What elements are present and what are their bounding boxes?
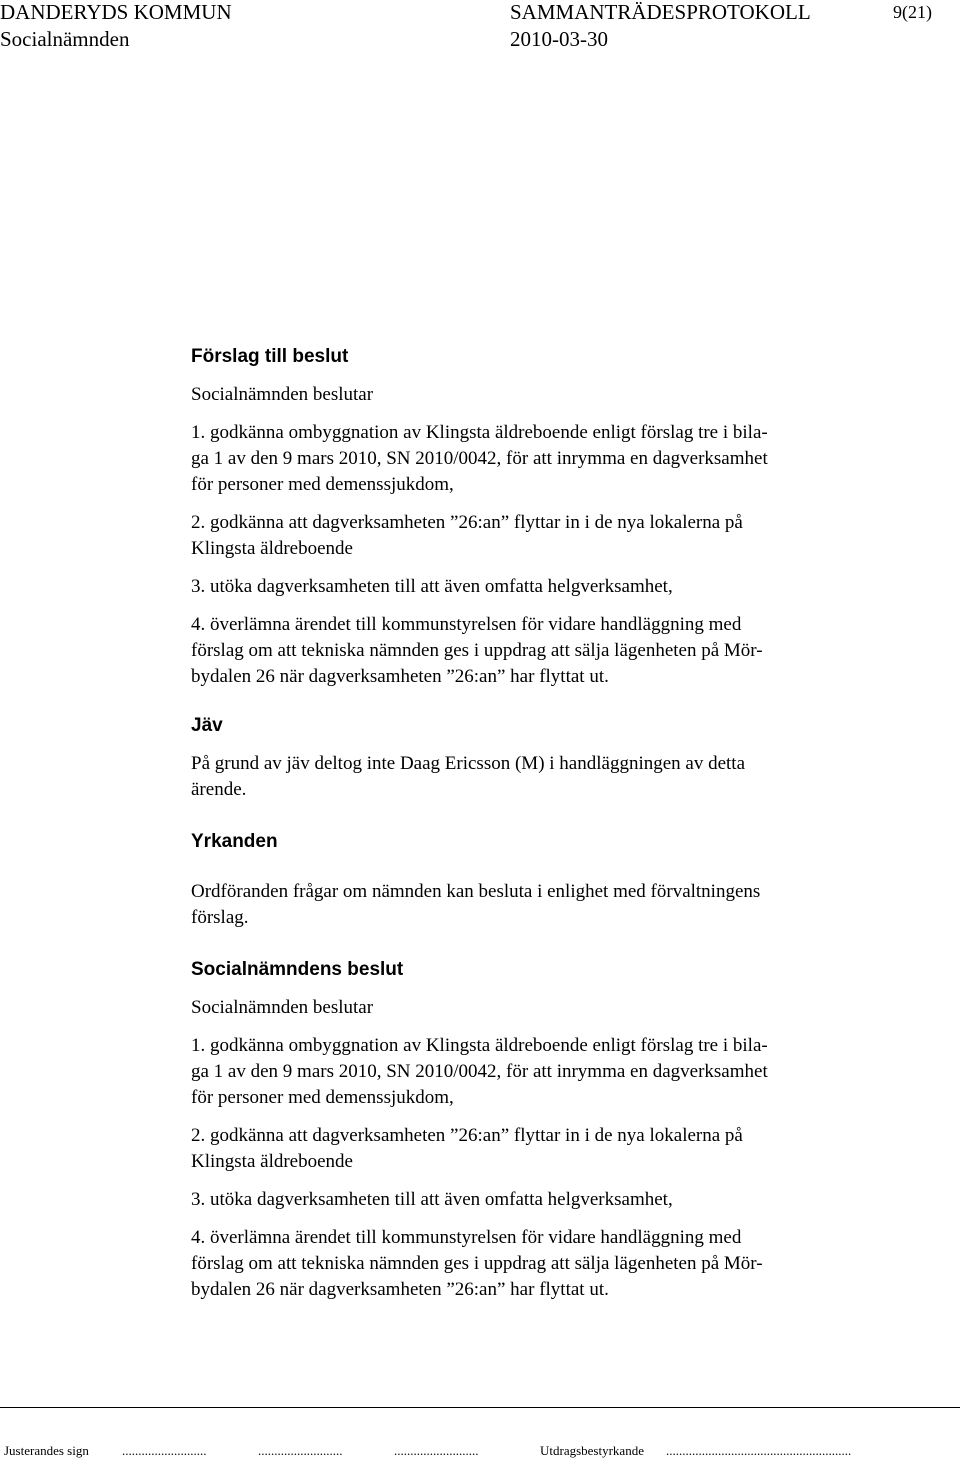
- proposal-intro: Socialnämnden beslutar: [191, 384, 374, 405]
- organization-name: DANDERYDS KOMMUN: [0, 0, 232, 24]
- decision-item: [191, 1123, 891, 1175]
- decision-item: [191, 1033, 891, 1111]
- decision-intro: Socialnämnden beslutar: [191, 997, 374, 1018]
- proposal-item-line: bydalen 26 när dagverksamheten ”26:an” har flyttat ut.: [191, 666, 609, 687]
- signature-field: ..........................: [258, 1443, 343, 1458]
- jav-line: ärende.: [191, 779, 247, 800]
- footer-divider: [0, 1407, 960, 1408]
- signature-label: Justerandes sign: [4, 1443, 89, 1458]
- proposal-item-line: 4. överlämna ärendet till kommunstyrelsen för vidare handläggning med: [191, 614, 742, 635]
- decision-item: [191, 1225, 891, 1303]
- decision-heading: Socialnämndens beslut: [191, 959, 404, 980]
- jav-heading: Jäv: [191, 715, 223, 736]
- decision-item-line: ga 1 av den 9 mars 2010, SN 2010/0042, för att inrymma en dagverksamhet: [191, 1061, 768, 1082]
- meeting-date: 2010-03-30: [510, 27, 608, 51]
- proposal-item-line: förslag om att tekniska nämnden ges i uppdrag att sälja lägenheten på Mör-: [191, 640, 763, 661]
- proposal-item: [191, 420, 891, 498]
- proposal-item-line: 3. utöka dagverksamheten till att även omfatta helgverksamhet,: [191, 576, 673, 597]
- yrkanden-line: Ordföranden frågar om nämnden kan besluta i enlighet med förvaltningens: [191, 881, 761, 902]
- committee-name: Socialnämnden: [0, 27, 130, 51]
- extract-field: .........................................................: [666, 1443, 852, 1458]
- signature-field: ..........................: [122, 1443, 207, 1458]
- proposal-item-line: ga 1 av den 9 mars 2010, SN 2010/0042, för att inrymma en dagverksamhet: [191, 448, 768, 469]
- proposal-item: [191, 612, 891, 690]
- yrkanden-section: [191, 829, 891, 931]
- decision-item-line: 1. godkänna ombyggnation av Klingsta äldreboende enligt förslag tre i bila-: [191, 1035, 768, 1056]
- yrkanden-line: förslag.: [191, 907, 249, 928]
- proposal-item: [191, 510, 891, 562]
- proposal-item-line: 2. godkänna att dagverksamheten ”26:an” flyttar in i de nya lokalerna på: [191, 512, 743, 533]
- decision-section: [191, 957, 891, 1303]
- signature-field: ..........................: [394, 1443, 479, 1458]
- document-body: [191, 344, 891, 1303]
- yrkanden-heading: Yrkanden: [191, 831, 278, 852]
- decision-item-line: förslag om att tekniska nämnden ges i uppdrag att sälja lägenheten på Mör-: [191, 1253, 763, 1274]
- proposal-item-line: Klingsta äldreboende: [191, 538, 353, 559]
- decision-item-line: 4. överlämna ärendet till kommunstyrelsen för vidare handläggning med: [191, 1227, 742, 1248]
- decision-item: [191, 1187, 891, 1213]
- decision-item-line: bydalen 26 när dagverksamheten ”26:an” har flyttat ut.: [191, 1279, 609, 1300]
- jav-line: På grund av jäv deltog inte Daag Ericsson (M) i handläggningen av detta: [191, 753, 746, 774]
- page-number: 9(21): [893, 2, 932, 22]
- decision-item-line: 2. godkänna att dagverksamheten ”26:an” flyttar in i de nya lokalerna på: [191, 1125, 743, 1146]
- proposal-section: [191, 344, 891, 690]
- proposal-item: [191, 574, 891, 600]
- extract-label: Utdragsbestyrkande: [540, 1443, 644, 1458]
- jav-section: [191, 713, 891, 803]
- decision-item-line: för personer med demenssjukdom,: [191, 1087, 454, 1108]
- decision-item-line: Klingsta äldreboende: [191, 1151, 353, 1172]
- decision-item-line: 3. utöka dagverksamheten till att även omfatta helgverksamhet,: [191, 1189, 673, 1210]
- proposal-item-line: för personer med demenssjukdom,: [191, 474, 454, 495]
- document-type: SAMMANTRÄDESPROTOKOLL: [510, 0, 811, 24]
- proposal-item-line: 1. godkänna ombyggnation av Klingsta äldreboende enligt förslag tre i bila-: [191, 422, 768, 443]
- proposal-heading: Förslag till beslut: [191, 346, 349, 367]
